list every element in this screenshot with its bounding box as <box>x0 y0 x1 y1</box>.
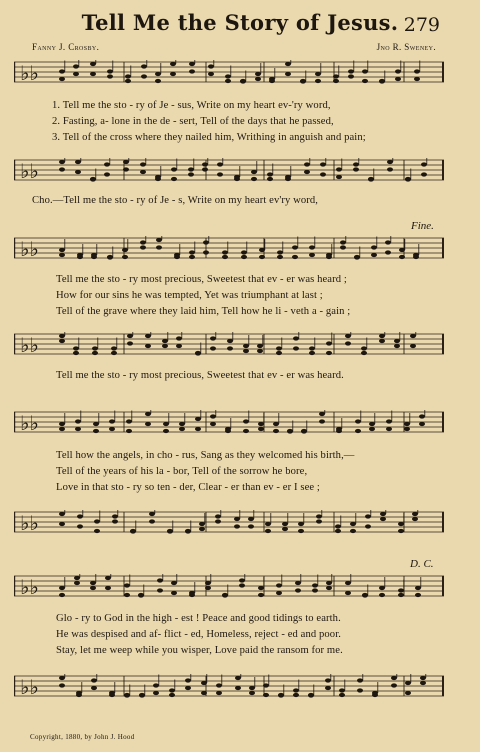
lyric-line: 2. Fasting, a- lone in the de - sert, Tell of the days that he passed, <box>52 116 334 127</box>
lyric-line: 1. Tell me the sto - ry of Je - sus, Write on my heart ev-'ry word, <box>52 100 331 111</box>
treble-staff <box>14 236 444 260</box>
staff-drawing <box>14 510 444 534</box>
bass-staff <box>14 674 444 698</box>
staff-drawing <box>14 158 444 182</box>
staff-drawing <box>14 410 444 434</box>
staff-drawing <box>14 332 444 356</box>
author-credit: Fanny J. Crosby. <box>32 42 100 52</box>
copyright-notice: Copyright, 1880, by John J. Hood <box>30 733 135 741</box>
composer-credit: Jno R. Sweney. <box>376 42 436 52</box>
da-capo-mark: D. C. <box>410 558 434 570</box>
bass-staff <box>14 158 444 182</box>
hymn-title: Tell Me the Story of Jesus. <box>81 10 399 35</box>
staff-drawing <box>14 60 444 84</box>
svg-text:♭♭: ♭♭ <box>20 411 39 434</box>
svg-text:♭♭: ♭♭ <box>20 511 39 534</box>
svg-text:♭♭: ♭♭ <box>20 675 39 698</box>
svg-text:♭♭: ♭♭ <box>20 237 39 260</box>
staff-drawing <box>14 574 444 598</box>
lyric-line: Glo - ry to God in the high - est ! Peace and good tidings to earth. <box>56 613 341 624</box>
refrain-line: Cho.—Tell me the sto - ry of Je - s, Write on my heart ev'ry word, <box>32 195 319 206</box>
staff-drawing <box>14 674 444 698</box>
staff-drawing <box>14 236 444 260</box>
svg-text:♭♭: ♭♭ <box>20 61 39 84</box>
lyric-line: He was despised and af- flict - ed, Homeless, reject - ed and poor. <box>56 629 341 640</box>
lyric-line: Love in that sto - ry so ten - der, Clear - er than ev - er I see ; <box>56 482 320 493</box>
page-number: 279 <box>403 14 440 36</box>
svg-text:♭♭: ♭♭ <box>20 159 39 182</box>
lyric-line: 3. Tell of the cross where they nailed him, Writhing in anguish and pain; <box>52 132 366 143</box>
svg-text:♭♭: ♭♭ <box>20 333 39 356</box>
lyric-line: Tell of the grave where they laid him, Tell how he li - veth a - gain ; <box>56 306 351 317</box>
treble-staff <box>14 60 444 84</box>
fine-mark: Fine. <box>411 220 434 232</box>
lyric-line: Tell me the sto - ry most precious, Sweetest that ev - er was heard ; <box>56 274 347 285</box>
lyric-line: How for our sins he was tempted, Yet was triumphant at last ; <box>56 290 323 301</box>
lyric-line: Tell how the angels, in cho - rus, Sang as they welcomed his birth,— <box>56 450 355 461</box>
lyric-line: Stay, let me weep while you wisper, Love paid the ransom for me. <box>56 645 343 656</box>
treble-staff <box>14 574 444 598</box>
refrain-line: Tell me the sto - ry most precious, Sweetest that ev - er was heard. <box>56 370 344 381</box>
lyric-line: Tell of the years of his la - bor, Tell of the sorrow he bore, <box>56 466 308 477</box>
treble-staff <box>14 410 444 434</box>
bass-staff <box>14 510 444 534</box>
bass-staff <box>14 332 444 356</box>
svg-text:♭♭: ♭♭ <box>20 575 39 598</box>
